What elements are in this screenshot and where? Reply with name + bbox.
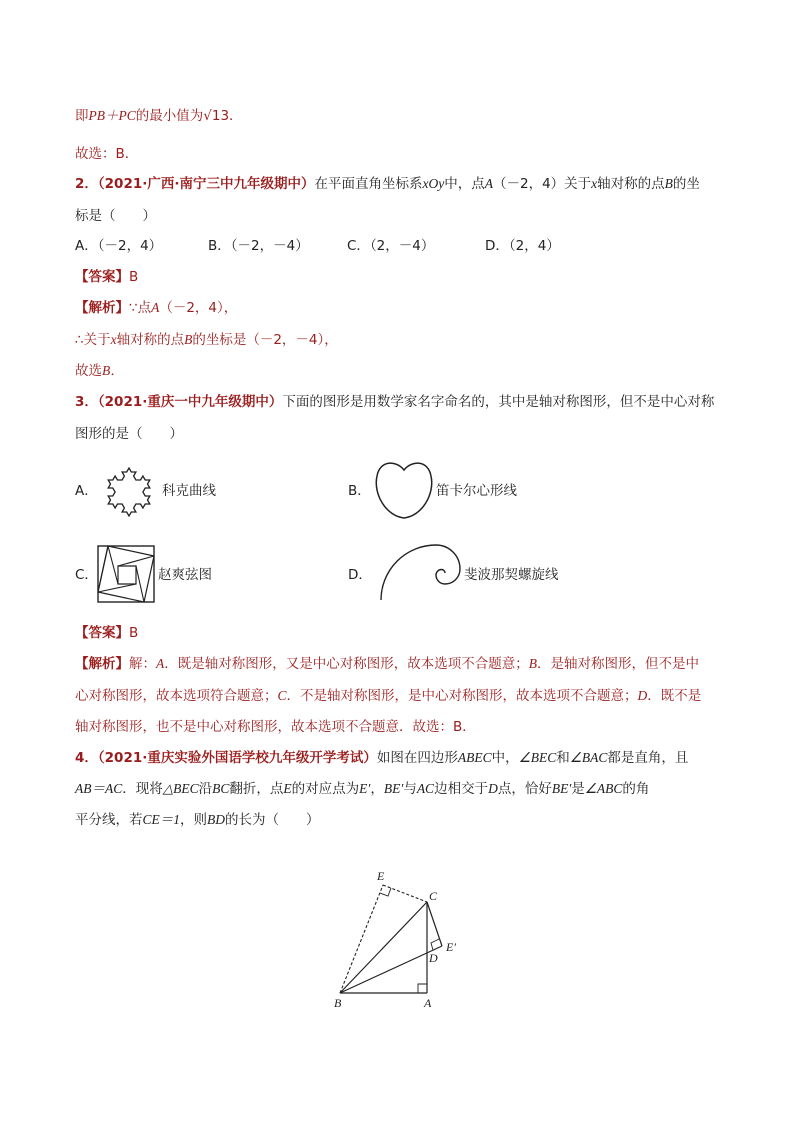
q2-answer: 【答案】B <box>75 269 139 285</box>
q3-analysis-1: 【解析】解：A．既是轴对称图形，又是中心对称图形，故本选项不合题意；B．是轴对称图形，但不是中 <box>75 656 699 672</box>
q3-answer: 【答案】B <box>75 625 139 641</box>
label-e-prime: E′ <box>446 940 456 954</box>
text: 的最小值为 <box>135 108 204 124</box>
text: （－2，4） <box>492 176 565 192</box>
text: 即 <box>75 108 89 124</box>
q3-analysis-2: 心对称图形，故本选项符合题意；C．不是轴对称图形，是中心对称图形，故本选项不合题意；D．既不是 <box>75 688 702 704</box>
q3-option-a-caption: 科克曲线 <box>162 483 216 499</box>
q3-option-b-label: B． <box>348 483 371 499</box>
question-number: 2． <box>75 176 98 192</box>
label-a: A <box>424 996 432 1010</box>
text: 的坐 <box>672 176 700 192</box>
q2-option-d: D．（2，4） <box>485 238 560 254</box>
segment-bc <box>340 902 427 993</box>
text: 在平面直角坐标系 <box>314 176 423 192</box>
math: B <box>664 176 673 191</box>
cardioid-figure <box>370 458 438 522</box>
q2-option-c: C．（2，－4） <box>347 238 435 254</box>
q3-option-d-caption: 斐波那契螺旋线 <box>464 567 559 583</box>
q3-option-c-caption: 赵爽弦图 <box>158 567 212 583</box>
q2-option-a: A．（－2，4） <box>75 238 163 254</box>
q3-stem-line-1: 3．（2021·重庆一中九年级期中）下面的图形是用数学家名字命名的，其中是轴对称图形，但不是中心对称 <box>75 394 715 410</box>
q3-option-a-label: A． <box>75 483 98 499</box>
label-e: E <box>377 869 385 883</box>
text: 关于 <box>564 176 592 192</box>
q2-option-b: B．（－2，－4） <box>208 238 309 254</box>
math: x <box>591 176 598 191</box>
intro-line-1 <box>75 106 243 126</box>
q4-stem-line-2: AB＝AC．现将△BEC沿BC翻折，点E的对应点为E′，BE′与AC边相交于D点，恰好BE′是∠ABC的角 <box>75 781 650 797</box>
label-c: C <box>429 889 438 903</box>
q3-option-d-label: D． <box>348 567 372 583</box>
q4-stem-line-3: 平分线，若CE＝1，则BD的长为（ ） <box>75 812 320 828</box>
q3-stem-line-2: 图形的是（ ） <box>75 426 183 442</box>
segment-cep <box>427 902 442 946</box>
q4-geometry-figure <box>325 862 470 1012</box>
q2-stem-line-1 <box>75 174 700 194</box>
text: 中，点 <box>444 176 485 192</box>
q3-analysis-3: 轴对称图形，也不是中心对称图形，故本选项不合题意．故选：B． <box>75 719 476 735</box>
q3-option-b-caption: 笛卡尔心形线 <box>436 483 517 499</box>
q4-stem-line-1: 4．（2021·重庆实验外国语学校九年级开学考试）如图在四边形ABEC中，∠BEC和∠BAC都是直角，且 <box>75 750 689 766</box>
math: xOy <box>422 176 445 191</box>
q3-option-c-label: C． <box>75 567 98 583</box>
label-d: D <box>429 951 438 965</box>
q2-analysis-2: ∴关于x轴对称的点B的坐标是（－2，－4）， <box>75 332 338 348</box>
question-source: （2021·广西·南宁三中九年级期中） <box>97 176 315 192</box>
intro-line-2: 故选：B． <box>75 146 139 162</box>
q2-stem-line-2: 标是（ ） <box>75 208 156 224</box>
math: A <box>484 176 493 191</box>
segment-ec <box>383 885 427 902</box>
q2-analysis-3: 故选B． <box>75 363 124 379</box>
text: ． <box>229 108 243 124</box>
zhao-shuang-figure <box>96 544 156 604</box>
math-expr: PB＋PC <box>88 108 136 123</box>
math-value: √13 <box>203 108 230 124</box>
label-b: B <box>334 996 342 1010</box>
koch-snowflake-figure <box>94 455 164 527</box>
fibonacci-spiral-figure <box>376 540 462 604</box>
q2-analysis-1: 【解析】∵点A（－2，4）， <box>75 300 238 316</box>
text: 轴对称的点 <box>597 176 665 192</box>
